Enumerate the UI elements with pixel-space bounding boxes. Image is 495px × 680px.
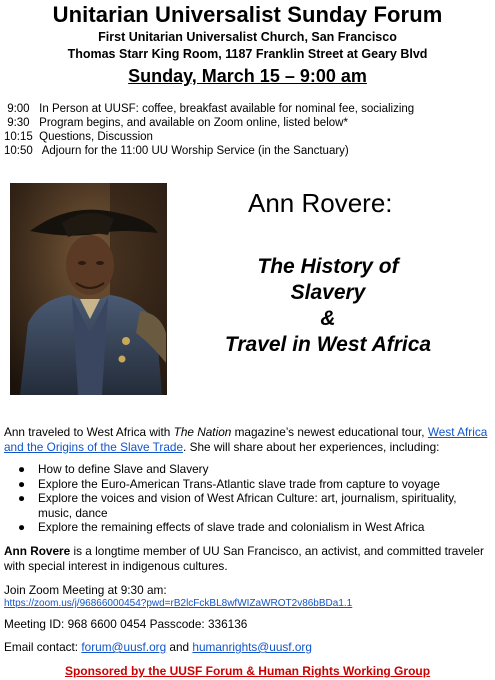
- schedule-text: Adjourn for the 11:00 UU Worship Service (in the Sanctuary): [41, 145, 349, 157]
- humanrights-email-link[interactable]: humanrights@uusf.org: [192, 640, 312, 654]
- schedule-time: 10:50: [4, 145, 33, 157]
- email-contact: [4, 640, 490, 655]
- bio-paragraph: [4, 544, 490, 573]
- event-date: Sunday, March 15 – 9:00 am: [128, 66, 367, 86]
- schedule-time: 9:30: [4, 117, 30, 129]
- talk-title-line: Slavery: [290, 281, 366, 304]
- zoom-link[interactable]: https://zoom.us/j/96866000454?pwd=rB2lcFckBL8wfWIZaWROT2v86bBDa1.1: [4, 598, 353, 609]
- intro-text: . She will share about her experiences, including:: [183, 439, 440, 454]
- meeting-id: Meeting ID: 968 6600 0454 Passcode: 336136: [4, 617, 248, 631]
- forum-title: Unitarian Universalist Sunday Forum: [52, 2, 443, 27]
- venue-line: First Unitarian Universalist Church, San Francisco: [98, 30, 397, 44]
- email-label: Email contact:: [4, 640, 82, 654]
- list-item-text: Explore the voices and vision of West African Culture: art, journalism, spirituality, music, dance: [38, 491, 457, 520]
- intro-paragraph: [4, 425, 490, 454]
- email-separator: and: [166, 640, 193, 654]
- schedule-text: Questions, Discussion: [39, 131, 153, 143]
- list-item: ● Explore the remaining effects of slave trade and colonialism in West Africa: [18, 520, 425, 534]
- zoom-url: [4, 597, 490, 612]
- bio-name: Ann Rovere: [4, 544, 71, 558]
- list-item: ● How to define Slave and Slavery: [18, 462, 209, 476]
- list-item-text: Explore the Euro-American Trans-Atlantic slave trade from capture to voyage: [38, 476, 440, 491]
- schedule-row: [4, 102, 414, 116]
- schedule-row: [4, 116, 348, 130]
- talk-title-line: Travel in West Africa: [224, 333, 432, 356]
- list-item: ● Explore the voices and vision of West African Culture: art, journalism, spirituality, music, dance: [18, 491, 457, 520]
- speaker-photo-illustration: [10, 183, 167, 395]
- schedule-text: In Person at UUSF: coffee, breakfast available for nominal fee, socializing: [39, 103, 415, 115]
- zoom-label: Join Zoom Meeting at 9:30 am:: [4, 583, 167, 597]
- intro-text: Ann traveled to West Africa with: [4, 425, 174, 439]
- tour-link[interactable]: West Africa and the Origins of the Slave Trade: [4, 425, 488, 454]
- schedule-row: [4, 130, 153, 144]
- talk-title-line: &: [320, 307, 336, 330]
- magazine-name: The Nation: [173, 425, 232, 439]
- schedule-time: 10:15: [4, 131, 33, 143]
- sponsor-line: Sponsored by the UUSF Forum & Human Rights Working Group: [64, 664, 431, 678]
- list-item: ● Explore the Euro-American Trans-Atlantic slave trade from capture to voyage: [18, 476, 440, 491]
- schedule-text: Program begins, and available on Zoom online, listed below*: [39, 117, 348, 129]
- forum-email-link[interactable]: forum@uusf.org: [81, 640, 167, 654]
- talk-title-line: The History of: [257, 255, 399, 278]
- list-item-text: How to define Slave and Slavery: [38, 462, 209, 476]
- room-address-line: Thomas Starr King Room, 1187 Franklin Street at Geary Blvd: [67, 47, 428, 61]
- intro-text: magazine’s newest educational tour,: [231, 425, 428, 439]
- schedule-row: [4, 144, 349, 158]
- schedule-time: 9:00: [4, 103, 30, 115]
- topic-list: [4, 462, 490, 535]
- speaker-name: Ann Rovere:: [248, 188, 393, 218]
- bio-text: is a longtime member of UU San Francisco, an activist, and committed traveler with special interest in indigenous cultures.: [4, 544, 484, 573]
- talk-title: [168, 254, 488, 358]
- list-item-text: Explore the remaining effects of slave trade and colonialism in West Africa: [38, 520, 425, 534]
- speaker-photo: [10, 183, 167, 395]
